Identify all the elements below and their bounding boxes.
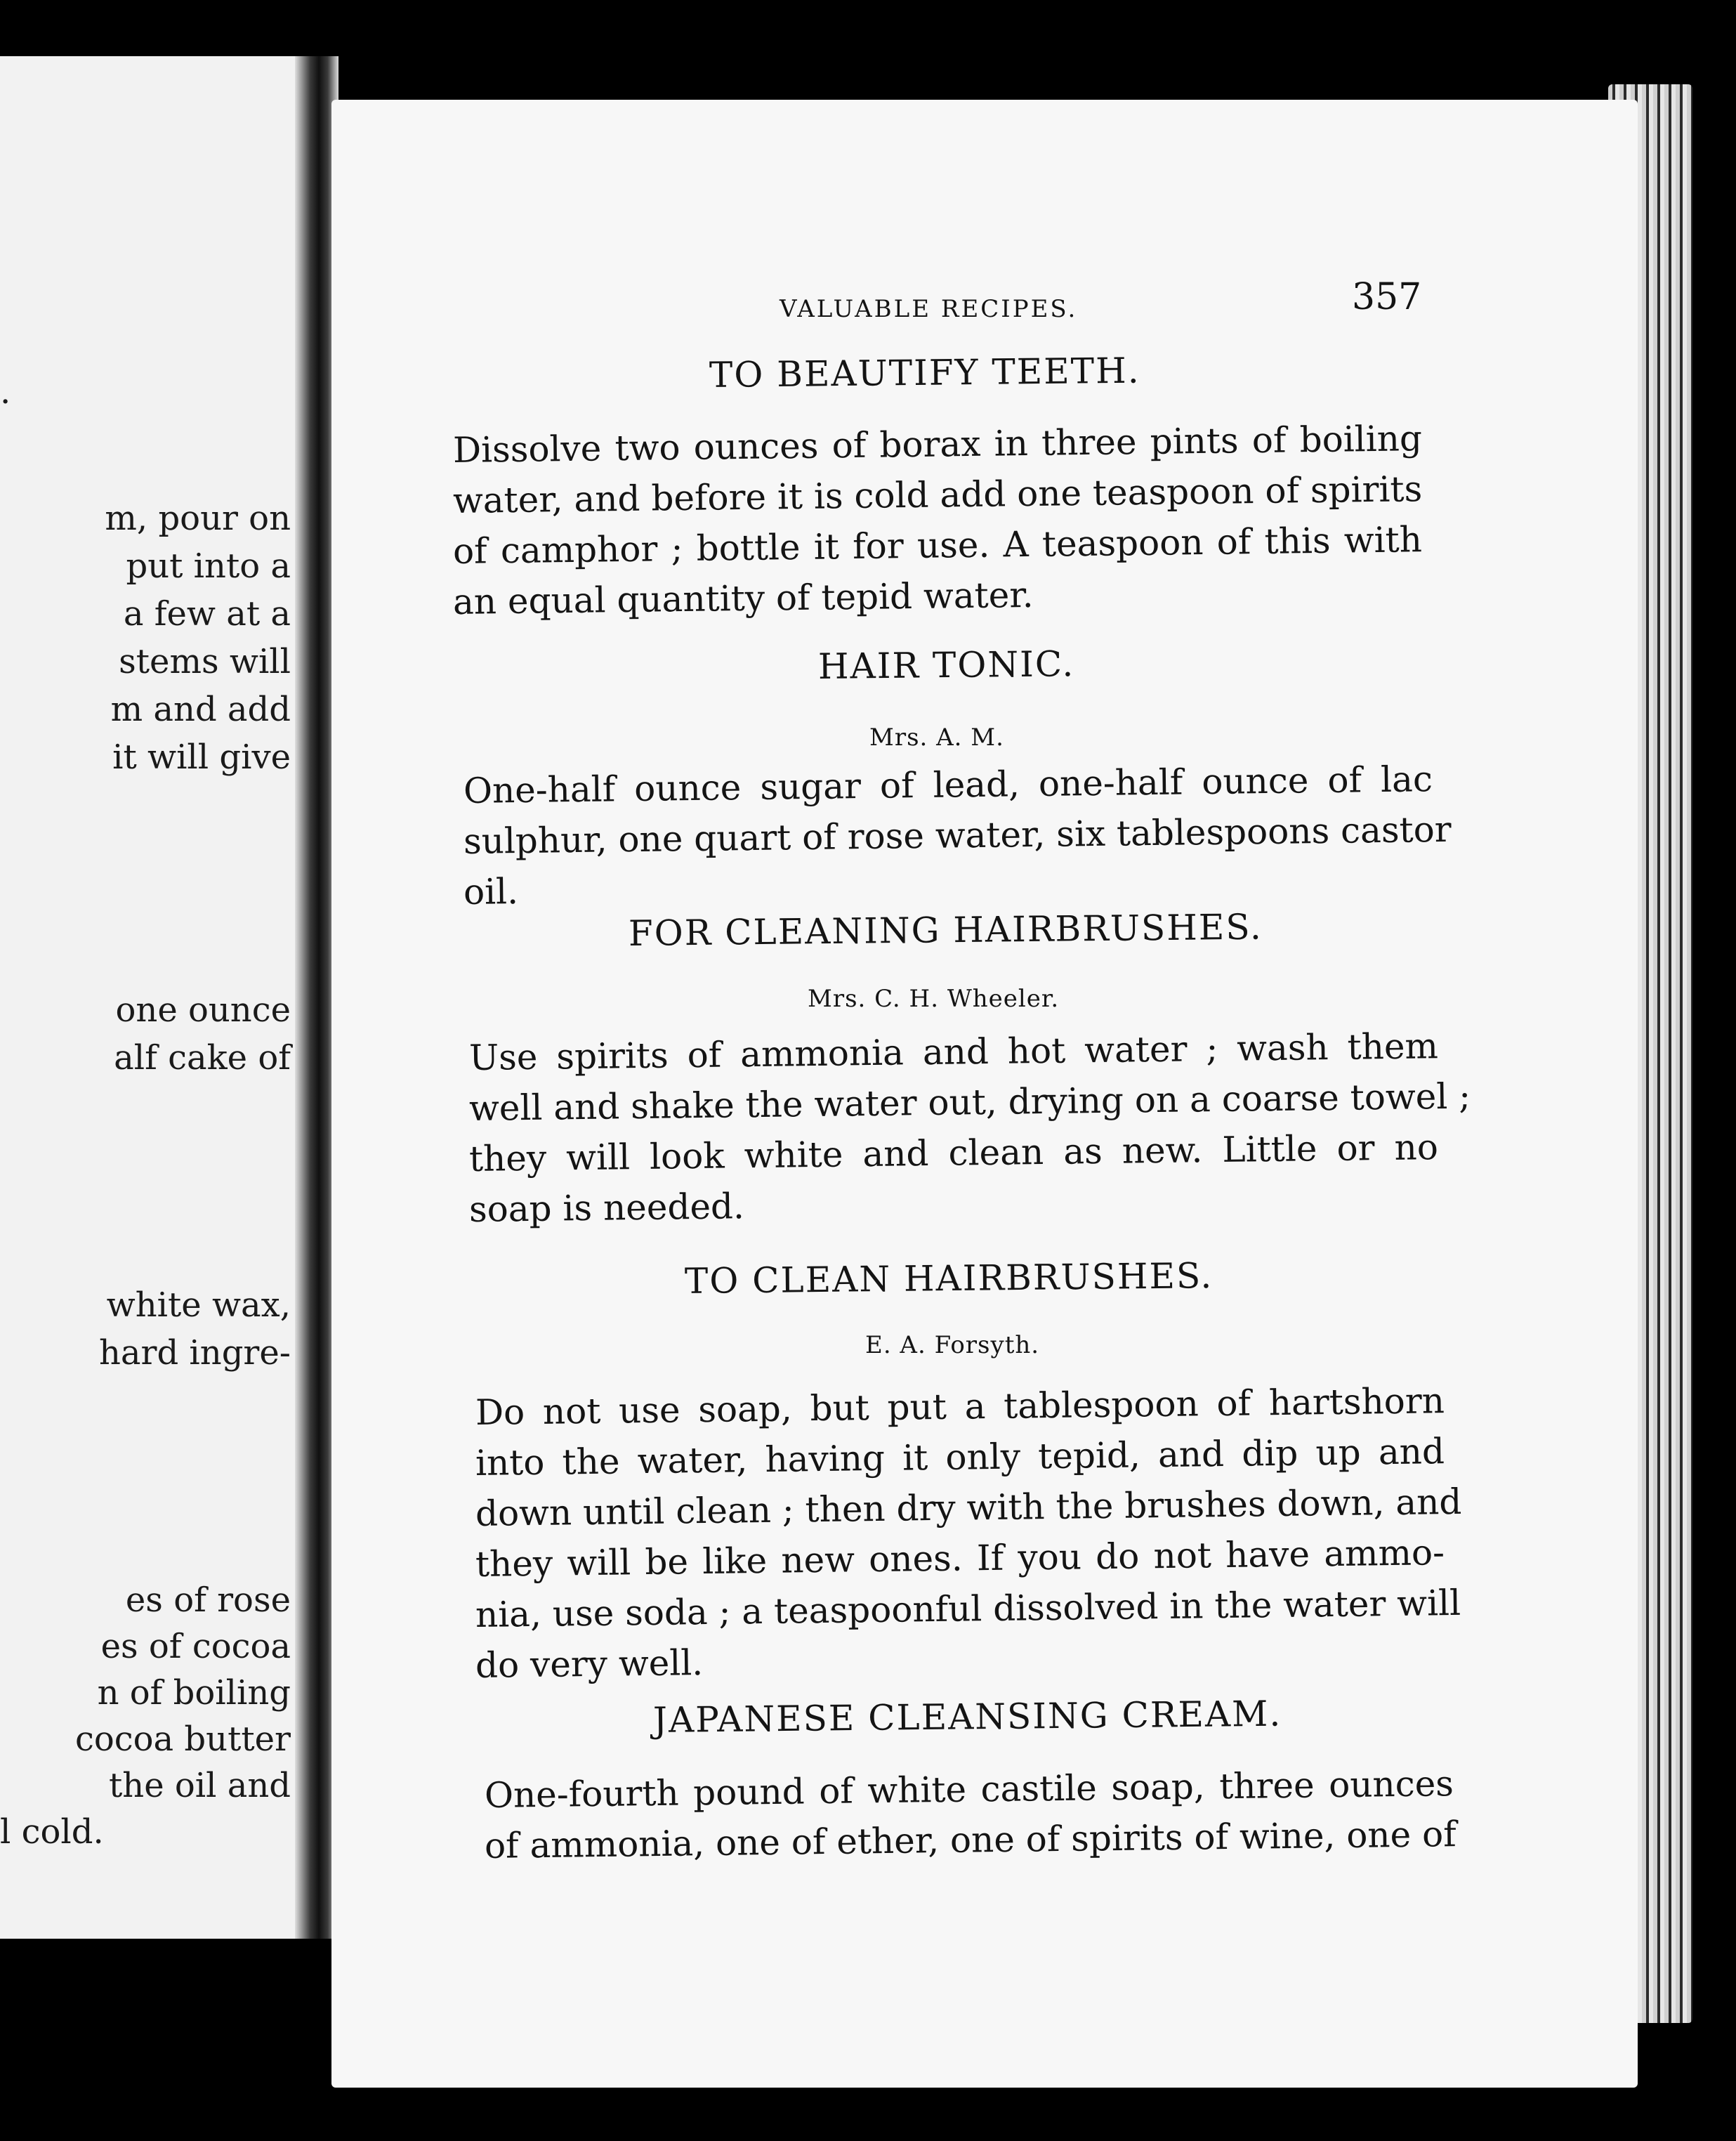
recipe-body	[452, 418, 1423, 627]
recipe-title: HAIR TONIC.	[817, 643, 1075, 687]
running-head: VALUABLE RECIPES.	[780, 295, 1078, 323]
left-page-line: es of cocoa	[100, 1627, 291, 1666]
recipe-line: into the water, having it only tepid, and dip up and	[475, 1431, 1445, 1484]
left-page-line: white wax,	[106, 1285, 291, 1325]
previous-page	[0, 56, 295, 1939]
left-page-line: hard ingre-	[98, 1333, 291, 1373]
left-page-line: a few at a	[123, 594, 291, 634]
left-page-line: es of rose	[125, 1580, 291, 1620]
recipe-line: they will look white and clean as new. Little or no	[468, 1127, 1439, 1179]
recipe-line: well and shake the water out, drying on a coarse towel ;	[468, 1075, 1471, 1129]
left-page-line: cocoa butter	[74, 1720, 291, 1759]
recipe-body	[475, 1380, 1462, 1691]
left-page-line: n of boiling	[97, 1673, 291, 1713]
page-number: 357	[1352, 276, 1422, 318]
recipe-line: One-fourth pound of white castile soap, three ounces	[484, 1763, 1454, 1816]
recipe-line: Use spirits of ammonia and hot water ; wash them	[468, 1026, 1439, 1078]
recipe-body	[484, 1763, 1457, 1871]
recipe-line: Dissolve two ounces of borax in three pints of boiling	[452, 418, 1423, 471]
recipe-body	[463, 759, 1452, 917]
left-page-line: m, pour on	[105, 499, 291, 538]
recipe-line: down until clean ; then dry with the brushes down, and	[475, 1481, 1462, 1534]
recipe-line: of ammonia, one of ether, one of spirits of wine, one of	[484, 1814, 1457, 1866]
recipe-line: they will be like new ones. If you do not have ammo-	[475, 1532, 1445, 1585]
recipe-line: Do not use soap, but put a tablespoon of hartshorn	[475, 1380, 1445, 1433]
left-page-line: one ounce	[115, 990, 291, 1030]
left-page-line: .	[0, 372, 11, 412]
left-page-line: stems will	[119, 642, 291, 681]
recipe-body	[468, 1026, 1471, 1235]
recipe-title: TO CLEAN HAIRBRUSHES.	[684, 1255, 1214, 1302]
left-page-line: put into a	[126, 546, 291, 586]
left-page-line: alf cake of	[114, 1038, 291, 1078]
recipe-line: nia, use soda ; a teaspoonful dissolved in the water will	[475, 1582, 1461, 1635]
recipe-byline: E. A. Forsyth.	[865, 1331, 1040, 1359]
left-page-line: l cold.	[0, 1812, 104, 1852]
recipe-line: One-half ounce sugar of lead, one-half ounce of lac	[463, 759, 1433, 811]
recipe-line: of camphor ; bottle it for use. A teaspoon of this with	[452, 519, 1423, 572]
recipe-title: FOR CLEANING HAIRBRUSHES.	[628, 906, 1263, 954]
left-page-line: the oil and	[109, 1766, 291, 1805]
recipe-title: TO BEAUTIFY TEETH.	[709, 350, 1140, 395]
recipe-line: do very well.	[475, 1642, 704, 1686]
recipe-line: soap is needed.	[468, 1186, 745, 1230]
left-page-line: m and add	[110, 690, 291, 729]
recipe-line: water, and before it is cold add one teaspoon of spirits	[452, 469, 1423, 521]
recipe-byline: Mrs. C. H. Wheeler.	[808, 985, 1060, 1013]
recipe-line: oil.	[463, 871, 519, 912]
recipe-byline: Mrs. A. M.	[869, 724, 1004, 752]
recipe-title: JAPANESE CLEANSING CREAM.	[652, 1693, 1282, 1741]
recipe-line: an equal quantity of tepid water.	[452, 574, 1034, 622]
left-page-line: it will give	[112, 738, 291, 777]
recipe-line: sulphur, one quart of rose water, six tablespoons castor	[463, 808, 1452, 862]
